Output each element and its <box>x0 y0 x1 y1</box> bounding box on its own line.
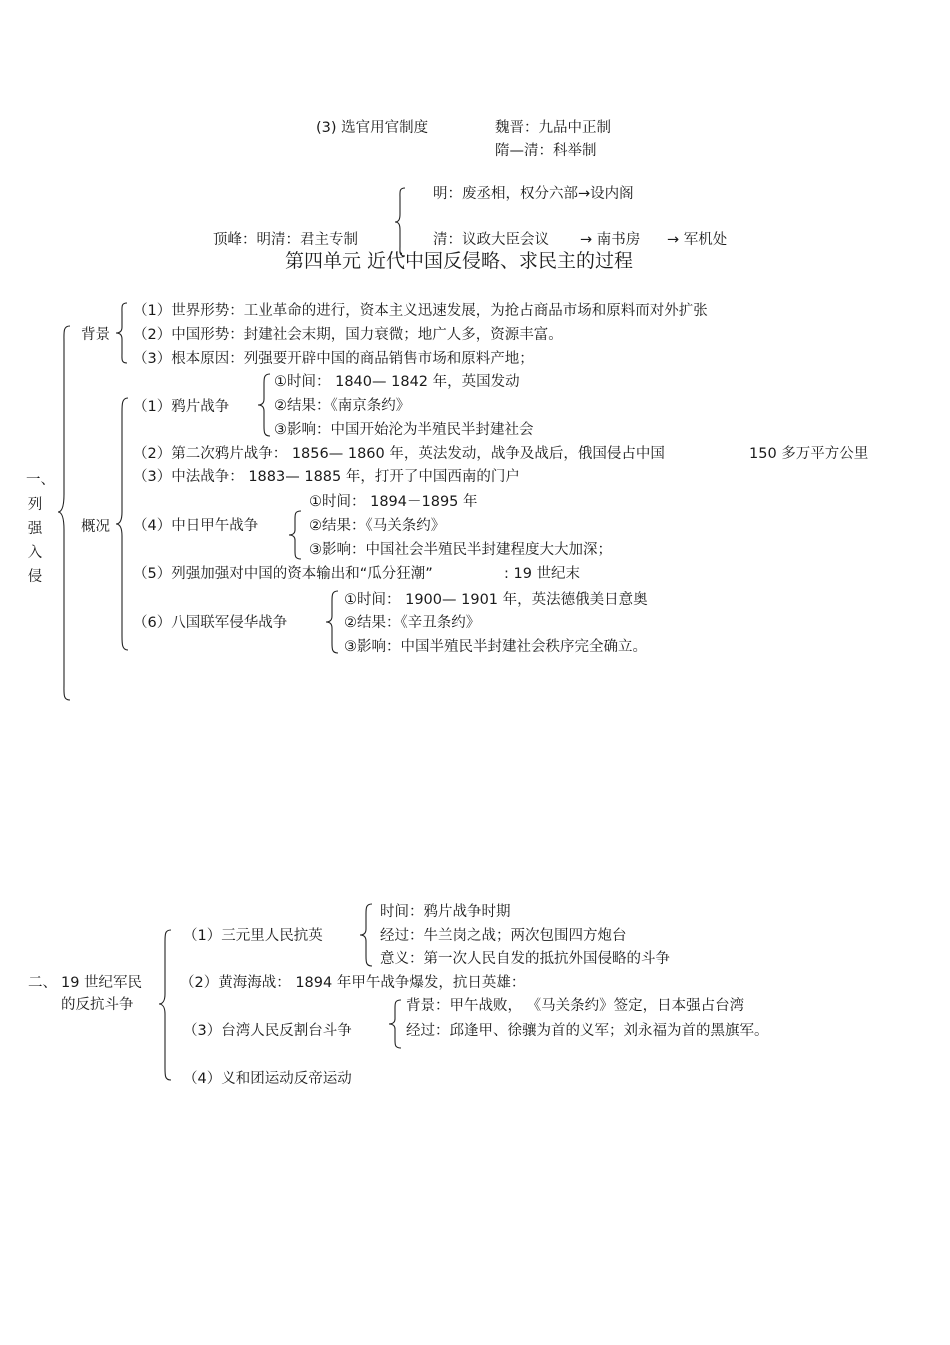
opium-war-result: ②结果：《南京条约》 <box>274 398 411 414</box>
qing-south-study: → 南书房 <box>580 232 641 248</box>
partition-frenzy-time: : 19 世纪末 <box>504 566 581 582</box>
background-china: （2）中国形势：封建社会末期，国力衰微；地广人多，资源丰富。 <box>133 327 563 343</box>
eight-nation-war-brace <box>324 589 340 655</box>
ming-qing-brace <box>393 186 407 258</box>
part2-number: 二、 <box>28 975 57 991</box>
peak-label: 顶峰：明清：君主专制 <box>213 232 358 248</box>
partition-frenzy: （5）列强加强对中国的资本输出和“瓜分狂潮” <box>133 566 433 582</box>
suiqing-system: 隋—清：科举制 <box>495 143 597 159</box>
sino-japanese-war-impact: ③影响：中国社会半殖民半封建程度大大加深； <box>309 542 612 558</box>
taiwan-resistance-background: 背景：甲午战败， 《马关条约》签定，日本强占台湾 <box>406 998 745 1014</box>
sanyuanli-time: 时间：鸦片战争时期 <box>380 904 511 920</box>
taiwan-resistance-process: 经过：邱逢甲、徐骧为首的义军；刘永福为首的黑旗军。 <box>406 1023 769 1039</box>
part2-label-line1: 19 世纪军民 <box>61 975 143 991</box>
part1-label-2: 列 <box>27 497 43 513</box>
sino-japanese-war-time: ①时间： 1894－1895 年 <box>309 494 478 510</box>
eight-nation-war-result: ②结果：《辛丑条约》 <box>344 615 481 631</box>
part1-label-5: 侵 <box>27 569 43 585</box>
eight-nation-war-time: ①时间： 1900— 1901 年，英法德俄美日意奥 <box>344 592 648 608</box>
part2-label-line2: 的反抗斗争 <box>61 997 134 1013</box>
sino-french-war: （3）中法战争： 1883— 1885 年，打开了中国西南的门户 <box>133 469 520 485</box>
background-root-cause: （3）根本原因：列强要开辟中国的商品销售市场和原料产地； <box>133 351 534 367</box>
taiwan-resistance-label: （3）台湾人民反割台斗争 <box>183 1023 352 1039</box>
part1-brace <box>56 324 72 702</box>
opium-war-label: （1）鸦片战争 <box>133 399 230 415</box>
qing-council: 清：议政大臣会议 <box>433 232 549 248</box>
overview-label: 概况 <box>81 519 110 535</box>
taiwan-resistance-brace <box>387 998 403 1050</box>
background-label: 背景 <box>81 327 110 343</box>
sino-japanese-war-label: （4）中日甲午战争 <box>133 518 259 534</box>
sanyuanli-brace <box>358 902 374 968</box>
yellow-sea-battle: （2）黄海海战： 1894 年甲午战争爆发，抗日英雄： <box>180 975 526 991</box>
eight-nation-war-impact: ③影响：中国半殖民半封建社会秩序完全确立。 <box>344 639 647 655</box>
qing-grand-council: → 军机处 <box>667 232 728 248</box>
sino-japanese-war-brace <box>287 509 303 561</box>
opium-war-impact: ③影响：中国开始沦为半殖民半封建社会 <box>274 422 534 438</box>
eight-nation-war-label: （6）八国联军侵华战争 <box>133 615 288 631</box>
background-world: （1）世界形势：工业革命的进行，资本主义迅速发展，为抢占商品市场和原料而对外扩张 <box>133 303 708 319</box>
part1-label-3: 强 <box>27 521 43 537</box>
opium-war-brace <box>256 372 272 438</box>
weijin-system: 魏晋：九品中正制 <box>495 120 611 136</box>
second-opium-war-area: 150 多万平方公里 <box>749 446 869 462</box>
sanyuanli-label: （1）三元里人民抗英 <box>183 928 323 944</box>
boxer-movement: （4）义和团运动反帝运动 <box>183 1071 352 1087</box>
part1-label-4: 入 <box>27 545 43 561</box>
part1-label-1: 一、 <box>26 472 55 488</box>
sino-japanese-war-result: ②结果：《马关条约》 <box>309 518 446 534</box>
selection-system-label: (3) 选官用官制度 <box>316 120 429 136</box>
sanyuanli-process: 经过：牛兰岗之战；两次包围四方炮台 <box>380 928 627 944</box>
overview-brace <box>114 396 130 652</box>
ming-reform: 明：废丞相，权分六部→设内阁 <box>433 186 634 202</box>
part2-brace <box>157 928 173 1082</box>
background-brace <box>114 301 130 365</box>
sanyuanli-meaning: 意义：第一次人民自发的抵抗外国侵略的斗争 <box>380 951 670 967</box>
second-opium-war: （2）第二次鸦片战争： 1856— 1860 年，英法发动，战争及战后，俄国侵占中国 <box>133 446 665 462</box>
opium-war-time: ①时间： 1840— 1842 年，英国发动 <box>274 374 520 390</box>
unit-title: 第四单元 近代中国反侵略、求民主的过程 <box>285 250 634 272</box>
